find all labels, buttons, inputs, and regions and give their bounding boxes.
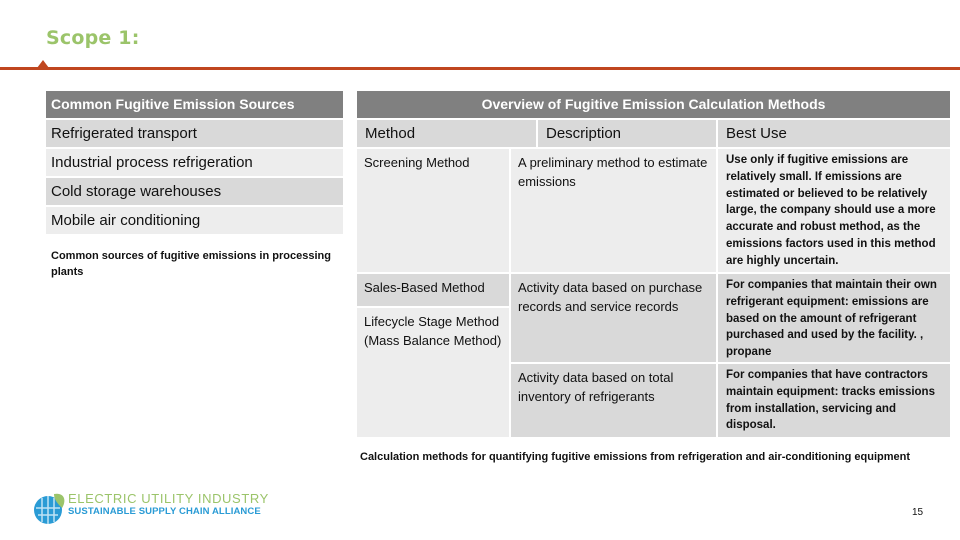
best-use-cell: For companies that maintain their own refrigerant equipment: emissions are based on the amount of refrigerant purchased and used by the facility. , propane (718, 274, 950, 362)
methods-caption: Calculation methods for quantifying fugitive emissions from refrigeration and air-conditioning equipment (360, 451, 911, 463)
slide-title: Scope 1: (46, 27, 140, 49)
title-rule (0, 67, 960, 70)
sources-table (46, 91, 343, 234)
source-row: Mobile air conditioning (46, 207, 343, 234)
page-number: 15 (912, 507, 924, 518)
description-cell: Activity data based on purchase records and service records (511, 274, 716, 362)
method-cell: Screening Method (357, 149, 509, 272)
logo-line2: SUSTAINABLE SUPPLY CHAIN ALLIANCE (68, 506, 261, 517)
column-header-best-use: Best Use (718, 120, 950, 147)
source-row: Refrigerated transport (46, 120, 343, 147)
source-row: Cold storage warehouses (46, 178, 343, 205)
description-cell: Activity data based on total inventory of refrigerants (511, 364, 716, 437)
method-cell: Lifecycle Stage Method (Mass Balance Method) (357, 308, 509, 437)
logo (32, 490, 269, 526)
sources-caption: Common sources of fugitive emissions in processing plants (51, 250, 331, 278)
sources-table-header: Common Fugitive Emission Sources (46, 91, 343, 118)
methods-table-title: Overview of Fugitive Emission Calculation Methods (357, 91, 950, 118)
description-cell: A preliminary method to estimate emissions (511, 149, 716, 272)
best-use-cell: Use only if fugitive emissions are relatively small. If emissions are estimated or believed to be relatively large, the company should use a more accurate and robust method, as the emissions factors used in this method are highly uncertain. (718, 149, 950, 272)
globe-leaf-icon (32, 490, 68, 526)
best-use-cell: For companies that have contractors maintain equipment: tracks emissions from installation, servicing and disposal. (718, 364, 950, 437)
method-cell: Sales-Based Method (357, 274, 509, 306)
logo-line1: ELECTRIC UTILITY INDUSTRY (68, 491, 269, 506)
source-row: Industrial process refrigeration (46, 149, 343, 176)
column-header-description: Description (538, 120, 716, 147)
column-header-method: Method (357, 120, 536, 147)
